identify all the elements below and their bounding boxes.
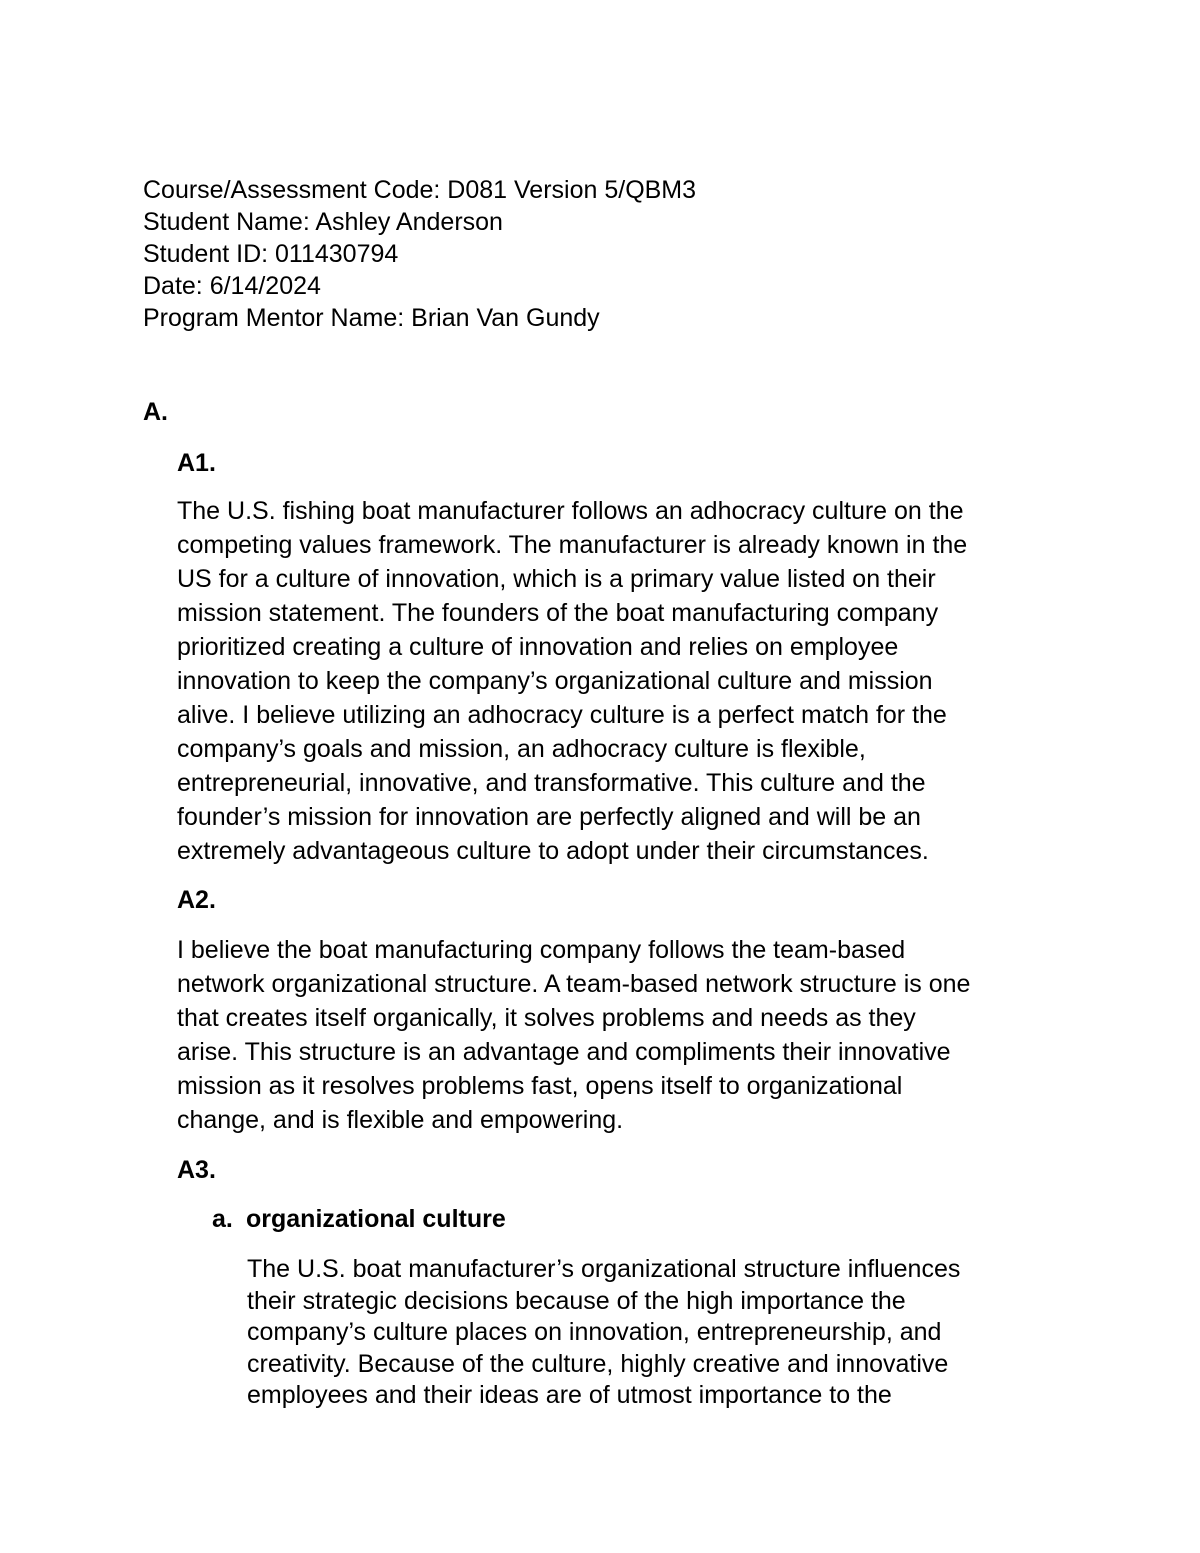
section-a1-paragraph (177, 494, 1077, 868)
paragraph-line: that creates itself organically, it solves problems and needs as they (177, 1004, 916, 1032)
paragraph-line: employees and their ideas are of utmost importance to the (247, 1381, 892, 1409)
paragraph-line: company’s culture places on innovation, entrepreneurship, and (247, 1318, 942, 1346)
list-item-title: organizational culture (246, 1205, 506, 1233)
paragraph-line: founder’s mission for innovation are perfectly aligned and will be an (177, 803, 921, 831)
paragraph-line: The U.S. fishing boat manufacturer follows an adhocracy culture on the (177, 497, 964, 525)
paragraph-line: arise. This structure is an advantage and compliments their innovative (177, 1038, 951, 1066)
list-item-a-heading (212, 1203, 506, 1235)
paragraph-line: prioritized creating a culture of innovation and relies on employee (177, 633, 899, 661)
section-a3-heading: A3. (177, 1156, 216, 1184)
student-id: Student ID: 011430794 (143, 240, 399, 268)
paragraph-line: mission statement. The founders of the boat manufacturing company (177, 599, 939, 627)
paragraph-line: I believe the boat manufacturing company follows the team-based (177, 936, 906, 964)
paragraph-line: mission as it resolves problems fast, opens itself to organizational (177, 1072, 903, 1100)
section-a-heading: A. (143, 398, 168, 426)
paragraph-line: their strategic decisions because of the high importance the (247, 1286, 906, 1315)
paragraph-line: entrepreneurial, innovative, and transformative. This culture and the (177, 769, 926, 797)
list-marker: a. (212, 1205, 233, 1233)
paragraph-line: alive. I believe utilizing an adhocracy culture is a perfect match for the (177, 701, 947, 729)
paragraph-line: innovation to keep the company’s organizational culture and mission (177, 667, 933, 695)
document-header (143, 174, 696, 334)
paragraph-line: The U.S. boat manufacturer’s organizational structure influences (247, 1255, 961, 1283)
paragraph-line: change, and is flexible and empowering. (177, 1106, 624, 1134)
section-a1-heading: A1. (177, 449, 216, 477)
paragraph-line: company’s goals and mission, an adhocracy culture is flexible, (177, 735, 866, 763)
paragraph-line: network organizational structure. A team-based network structure is one (177, 970, 971, 998)
section-a2-heading: A2. (177, 886, 216, 914)
course-code: Course/Assessment Code: D081 Version 5/QBM3 (143, 176, 697, 204)
paragraph-line: competing values framework. The manufacturer is already known in the (177, 531, 968, 559)
paragraph-line: US for a culture of innovation, which is a primary value listed on their (177, 565, 936, 593)
paragraph-line: creativity. Because of the culture, highly creative and innovative (247, 1349, 949, 1378)
student-name: Student Name: Ashley Anderson (143, 208, 503, 236)
date: Date: 6/14/2024 (143, 272, 321, 300)
section-a2-paragraph (177, 933, 1077, 1137)
list-item-a-paragraph (247, 1254, 1067, 1412)
paragraph-line: extremely advantageous culture to adopt under their circumstances. (177, 837, 929, 865)
program-mentor: Program Mentor Name: Brian Van Gundy (143, 304, 600, 332)
